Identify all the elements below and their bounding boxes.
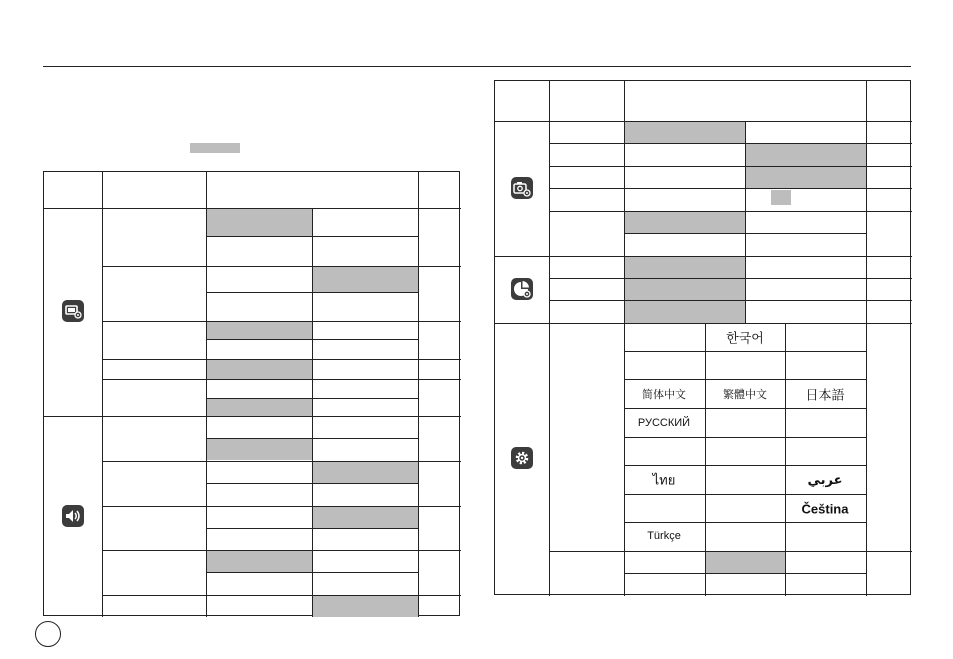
language-czech: Čeština (801, 501, 849, 517)
language-traditional-chinese: 繁體中文 (723, 389, 767, 401)
default-cell (206, 208, 312, 236)
default-cell (771, 190, 791, 205)
default-cell (745, 143, 866, 166)
default-cell (624, 211, 745, 233)
default-cell (206, 550, 312, 572)
right-settings-table (494, 80, 911, 595)
page-number-badge (35, 621, 61, 647)
camera-settings-icon (511, 177, 533, 199)
default-cell (624, 121, 745, 143)
default-cell (624, 278, 745, 300)
default-cell (312, 461, 418, 483)
language-korean: 한국어 (726, 330, 764, 346)
language-thai: ไทย (652, 473, 676, 489)
speaker-icon (62, 505, 84, 527)
default-cell (206, 359, 312, 379)
language-turkish: Türkçe (647, 530, 681, 542)
left-settings-table (43, 171, 460, 616)
language-simplified-chinese: 简体中文 (642, 389, 686, 401)
default-cell (312, 266, 418, 292)
language-russian: РУССКИЙ (637, 417, 691, 429)
pie-settings-icon (511, 278, 533, 300)
default-cell (206, 321, 312, 339)
language-arabic: عربي (807, 472, 843, 487)
default-cell (624, 256, 745, 278)
default-cell (624, 300, 745, 323)
header-rule (43, 66, 911, 67)
default-cell (206, 438, 312, 460)
display-settings-icon (62, 300, 84, 322)
default-cell (312, 595, 418, 617)
gear-settings-icon (511, 447, 533, 469)
default-highlight-legend (190, 143, 240, 153)
default-cell (206, 398, 312, 416)
default-cell (745, 166, 866, 188)
default-cell (705, 551, 785, 573)
language-japanese: 日本語 (805, 387, 845, 403)
default-cell (312, 506, 418, 528)
